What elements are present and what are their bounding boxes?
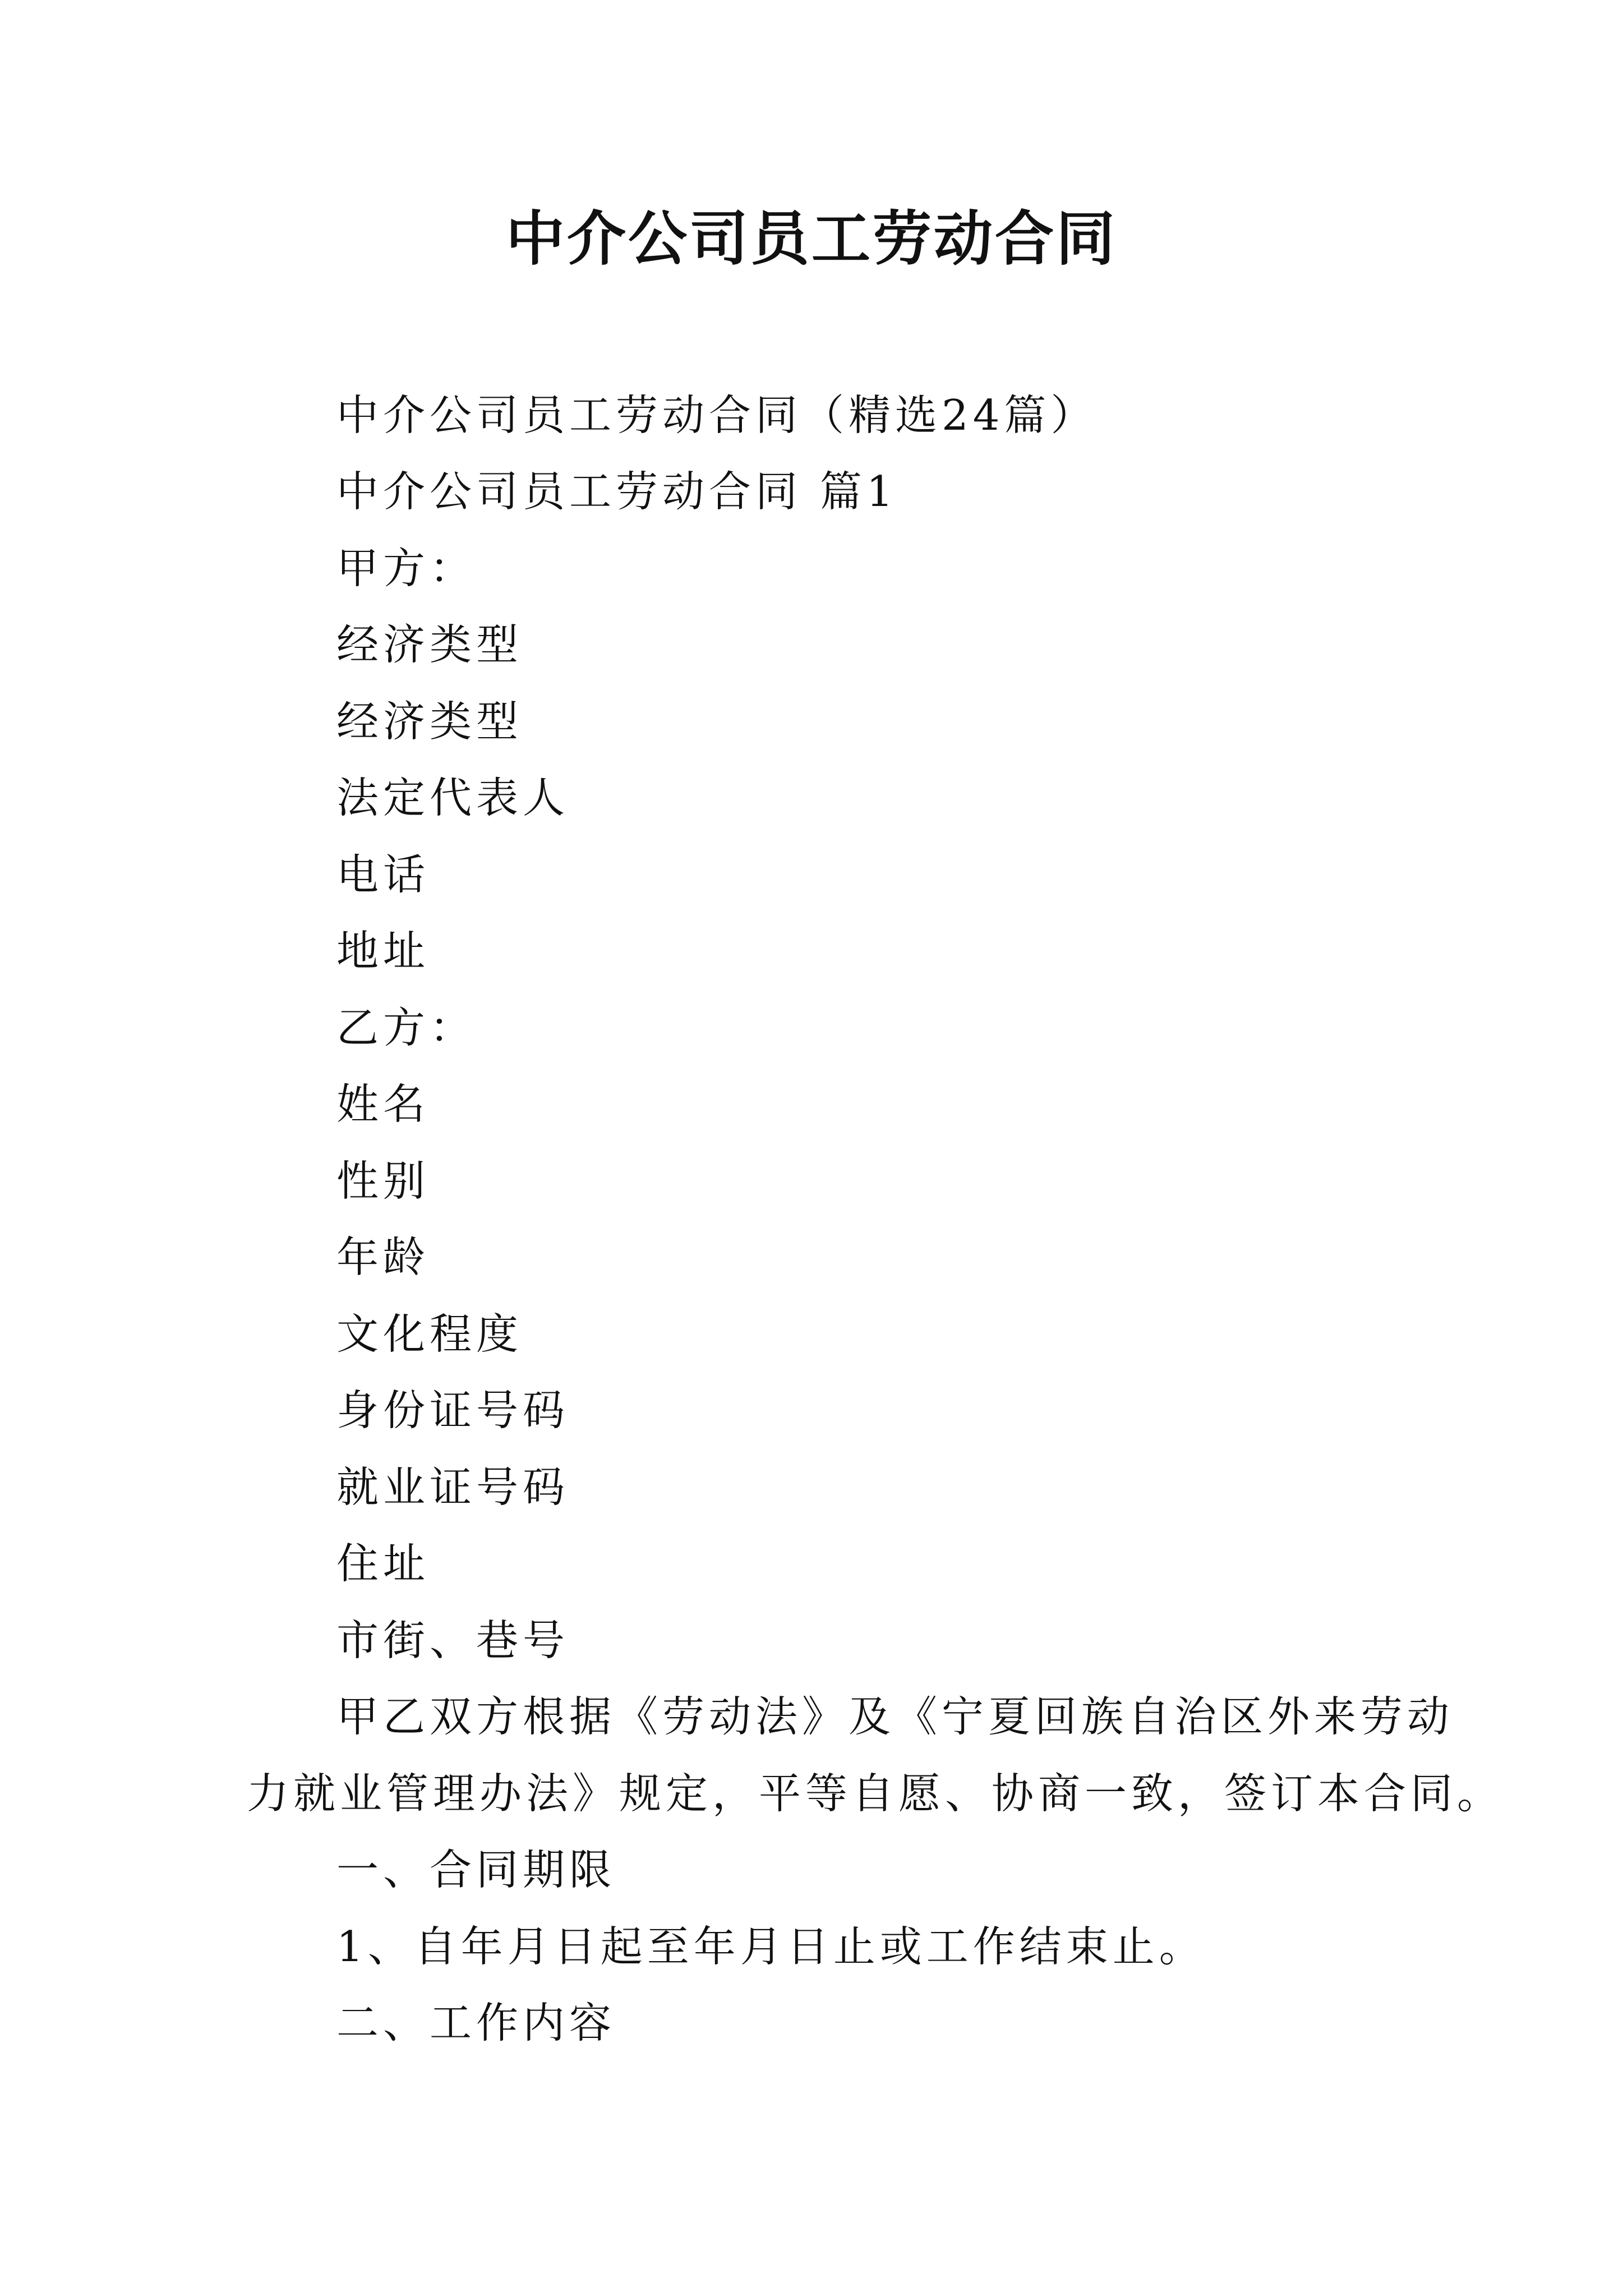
field-phone: 电话 (336, 850, 430, 899)
contract-term-item-1: 1、自年月日起至年月日止或工作结束止。 (336, 1922, 1206, 1971)
paragraph-basis-line-1: 甲乙双方根据《劳动法》及《宁夏回族自治区外来劳动 (336, 1692, 1454, 1741)
field-address: 地址 (336, 926, 430, 976)
field-employment-number: 就业证号码 (336, 1462, 570, 1512)
field-street: 市街、巷号 (336, 1616, 570, 1665)
field-residence: 住址 (336, 1539, 430, 1588)
subtitle-line: 中介公司员工劳动合同（精选24篇） (336, 390, 1098, 440)
party-a-label: 甲方： (336, 544, 477, 593)
field-name: 姓名 (336, 1079, 430, 1129)
field-gender: 性别 (336, 1156, 430, 1205)
paragraph-basis-line-2: 力就业管理办法》规定，平等自愿、协商一致，签订本合同。 (247, 1769, 1504, 1818)
section-contract-term: 一、合同期限 (336, 1845, 616, 1894)
section-work-content: 二、工作内容 (336, 1998, 616, 2047)
field-education: 文化程度 (336, 1309, 523, 1359)
document-title: 中介公司员工劳动合同 (505, 204, 1117, 273)
field-economic-type-2: 经济类型 (336, 697, 523, 746)
party-b-label: 乙方： (336, 1003, 477, 1052)
field-id-number: 身份证号码 (336, 1386, 570, 1435)
field-economic-type: 经济类型 (336, 620, 523, 669)
section-heading-line: 中介公司员工劳动合同 篇1 (336, 467, 898, 516)
field-legal-representative: 法定代表人 (336, 773, 570, 822)
field-age: 年龄 (336, 1232, 430, 1282)
